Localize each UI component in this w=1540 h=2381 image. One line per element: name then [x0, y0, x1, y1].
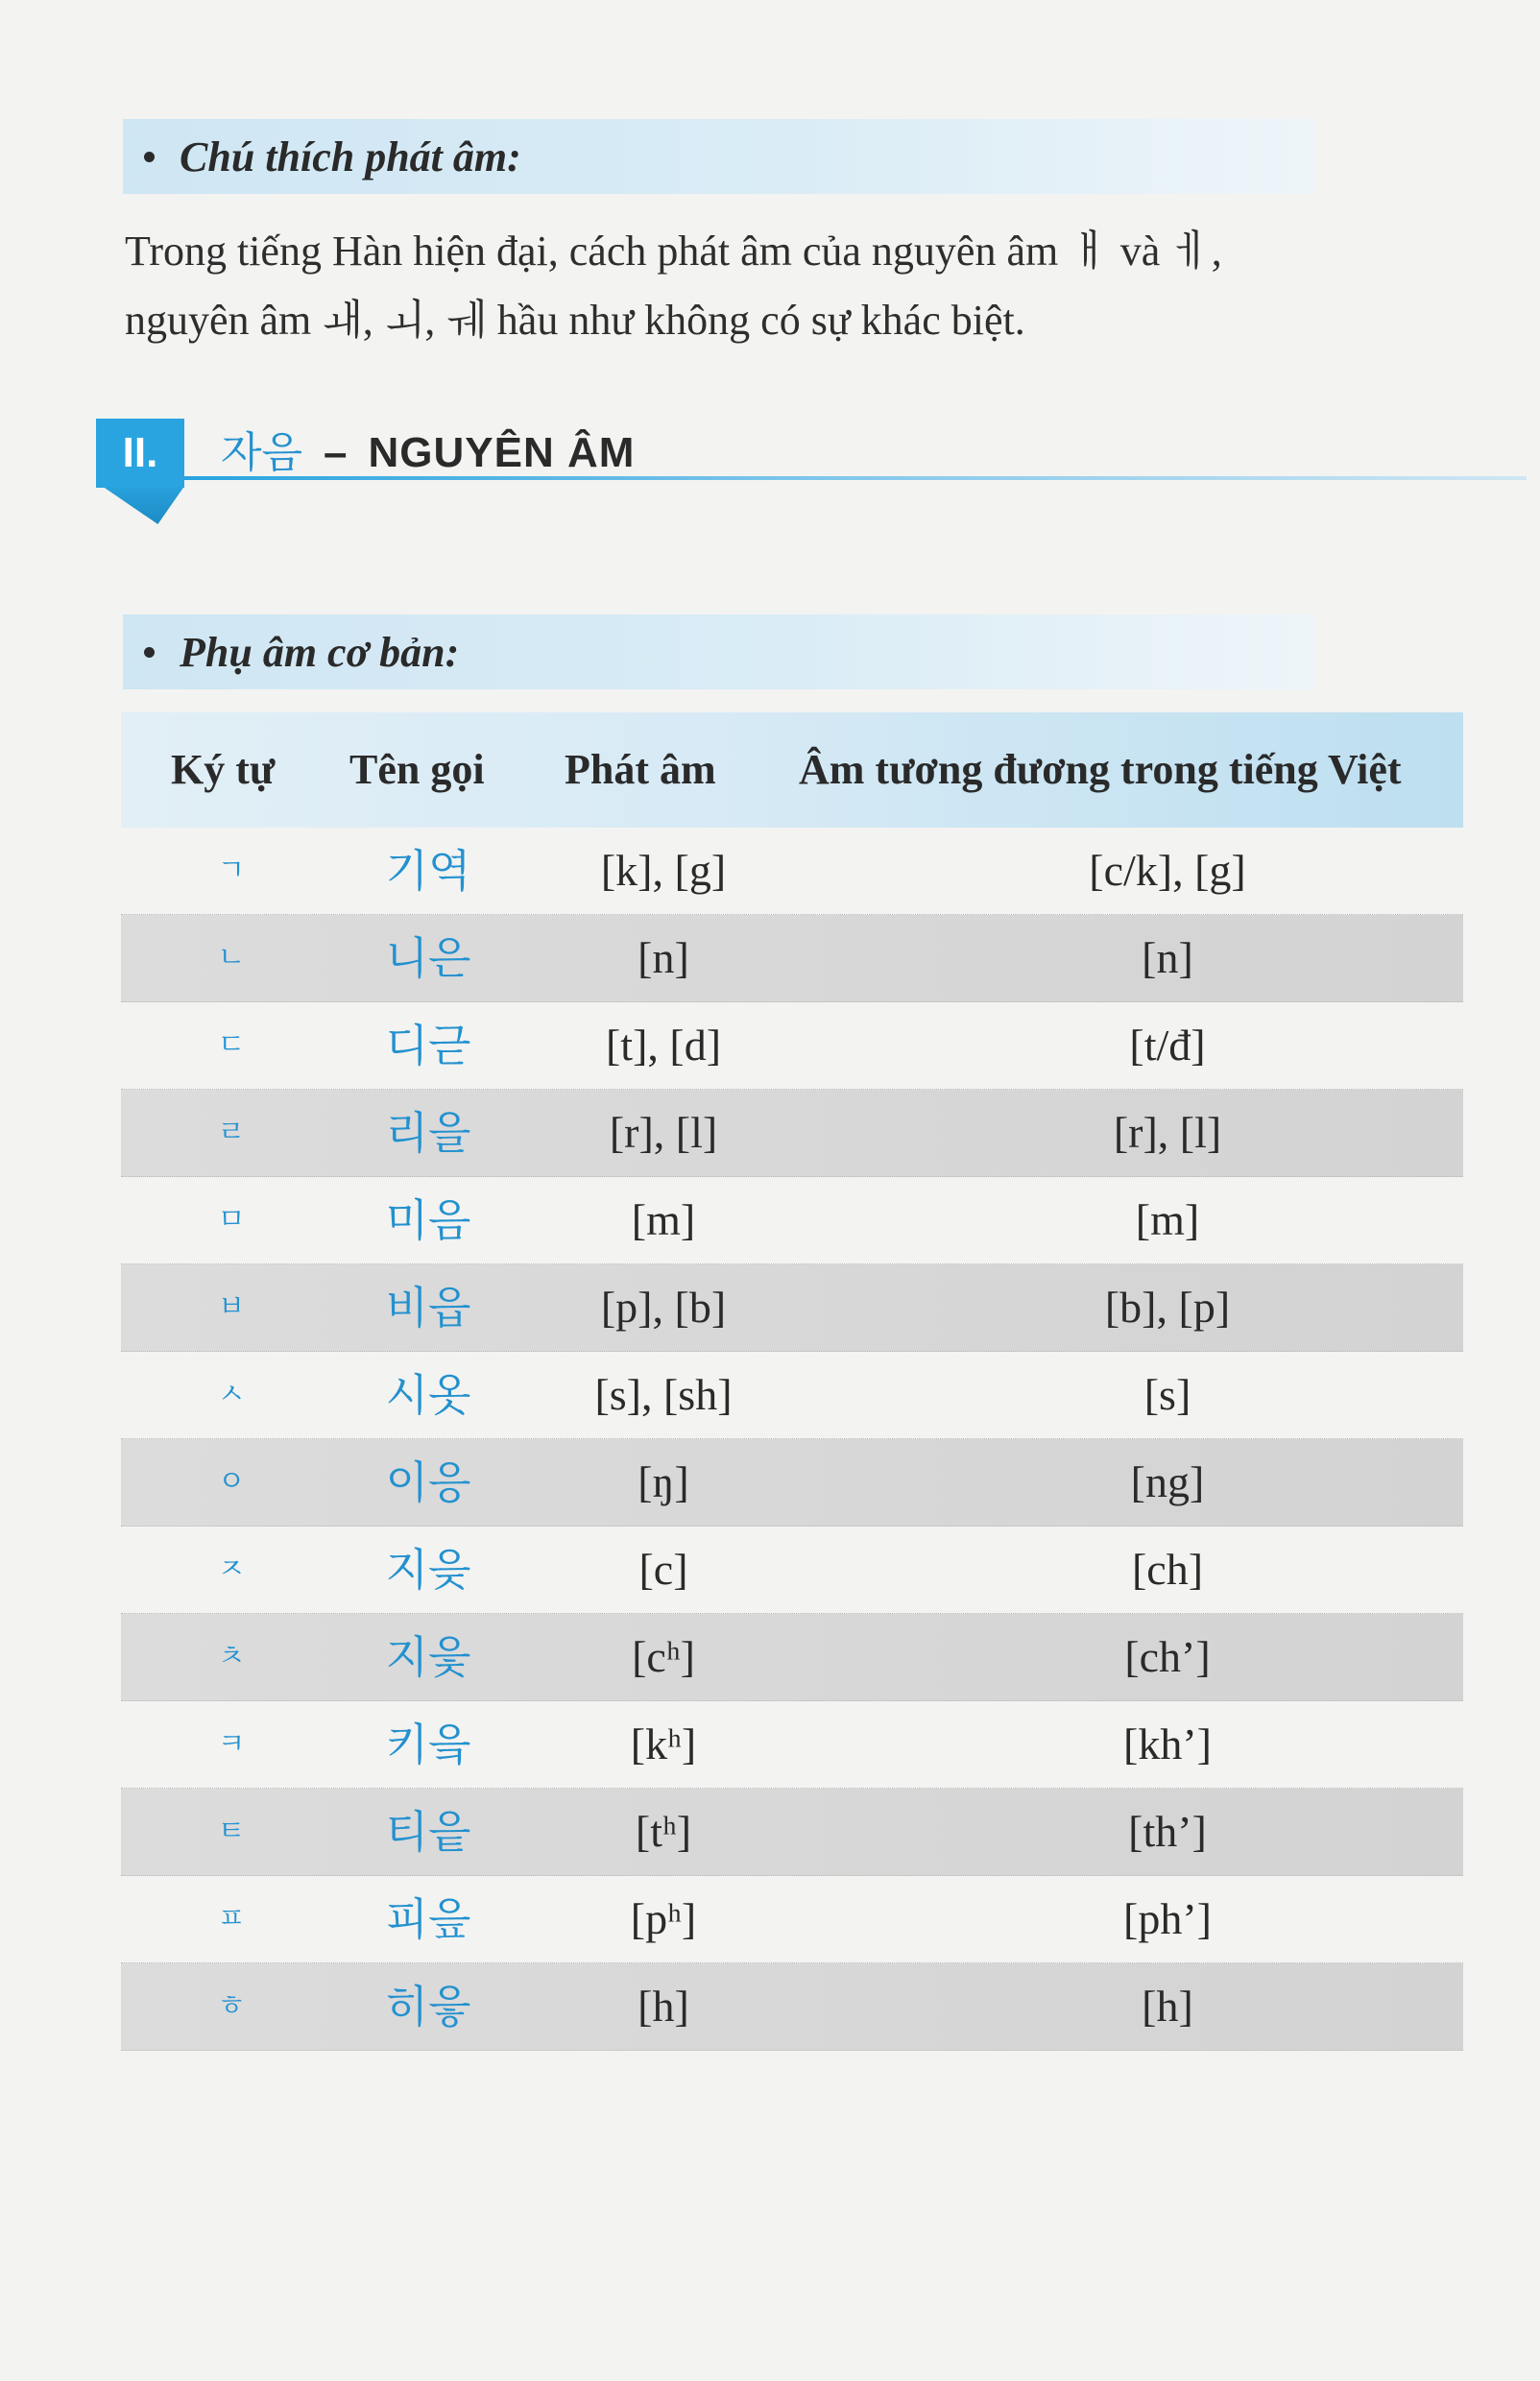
cell-vietnamese: [t/đ] — [1129, 1021, 1206, 1070]
cell-pronunciation: [r], [l] — [609, 1108, 718, 1157]
cell-character: ㅇ — [217, 1465, 246, 1499]
note-line: nguyên âm ㅙ, ㅚ, ㅞ hầu như không có sự khác biệt. — [125, 297, 1025, 344]
section-title-dash: – — [324, 429, 348, 476]
cell-character: ㅈ — [217, 1552, 246, 1586]
table-row — [121, 1789, 1463, 1876]
consonant-heading: Phụ âm cơ bản: — [180, 628, 460, 676]
table-row — [121, 828, 1463, 915]
cell-vietnamese: [ch’] — [1124, 1632, 1211, 1681]
cell-name: 기역 — [385, 845, 471, 897]
cell-character: ㄴ — [217, 941, 246, 974]
cell-character: ㄹ — [217, 1116, 246, 1149]
cell-character: ㄷ — [217, 1028, 246, 1062]
section-title-vietnamese: NGUYÊN ÂM — [368, 429, 636, 476]
cell-name: 리을 — [385, 1107, 471, 1159]
cell-vietnamese: [ng] — [1130, 1457, 1205, 1506]
table-row — [121, 1177, 1463, 1264]
consonant-table — [121, 712, 1463, 2051]
table-row — [121, 1264, 1463, 1352]
cell-vietnamese: [h] — [1142, 1982, 1193, 2031]
consonant-heading-bar — [123, 614, 1313, 689]
cell-character: ㅎ — [217, 1989, 246, 2023]
cell-pronunciation: [n] — [638, 933, 689, 982]
cell-pronunciation: [s], [sh] — [594, 1370, 733, 1419]
cell-pronunciation: [c] — [638, 1545, 688, 1594]
bullet-icon — [144, 152, 155, 162]
cell-pronunciation: [tʰ] — [635, 1807, 692, 1856]
cell-pronunciation: [p], [b] — [600, 1283, 727, 1332]
section-heading — [96, 419, 1527, 524]
table-row — [121, 1002, 1463, 1090]
table-body — [121, 828, 1463, 2051]
section-title — [221, 419, 635, 488]
cell-vietnamese: [ch] — [1131, 1545, 1204, 1594]
cell-name: 시옷 — [385, 1369, 471, 1421]
cell-name: 디귿 — [385, 1020, 471, 1071]
cell-vietnamese: [s] — [1143, 1370, 1191, 1419]
cell-pronunciation: [ŋ] — [638, 1457, 689, 1506]
cell-pronunciation: [k], [g] — [600, 846, 727, 895]
cell-character: ㅋ — [217, 1727, 246, 1761]
note-paragraph — [125, 217, 1431, 355]
cell-character: ㅊ — [217, 1640, 246, 1673]
table-row — [121, 1701, 1463, 1789]
cell-vietnamese: [b], [p] — [1104, 1283, 1231, 1332]
cell-character: ㄱ — [217, 854, 246, 887]
section-number: II. — [96, 419, 184, 488]
header-pronunciation: Phát âm — [565, 746, 716, 793]
cell-name: 티읕 — [385, 1806, 471, 1858]
cell-pronunciation: [m] — [631, 1195, 696, 1244]
table-row — [121, 1527, 1463, 1614]
table-row — [121, 1614, 1463, 1701]
table-row — [121, 915, 1463, 1002]
cell-vietnamese: [th’] — [1128, 1807, 1207, 1856]
cell-name: 지읒 — [385, 1544, 471, 1596]
header-vietnamese-equivalent: Âm tương đương trong tiếng Việt — [799, 746, 1402, 793]
cell-vietnamese: [n] — [1142, 933, 1193, 982]
cell-name: 비읍 — [385, 1282, 471, 1334]
note-line: Trong tiếng Hàn hiện đại, cách phát âm của nguyên âm ㅐ và ㅔ, — [125, 228, 1222, 275]
table-row — [121, 1439, 1463, 1527]
cell-name: 이응 — [385, 1456, 471, 1508]
cell-vietnamese: [c/k], [g] — [1089, 846, 1246, 895]
cell-pronunciation: [kʰ] — [630, 1720, 697, 1768]
note-heading: Chú thích phát âm: — [180, 132, 521, 180]
cell-character: ㅅ — [217, 1378, 246, 1411]
table-row — [121, 1352, 1463, 1439]
table-row — [121, 1090, 1463, 1177]
header-character: Ký tự — [171, 746, 276, 793]
cell-character: ㅂ — [217, 1290, 246, 1324]
cell-name: 피읖 — [385, 1893, 471, 1945]
cell-character: ㅍ — [217, 1902, 246, 1936]
cell-vietnamese: [kh’] — [1123, 1720, 1212, 1768]
table-header — [121, 712, 1463, 828]
cell-vietnamese: [m] — [1135, 1195, 1200, 1244]
cell-name: 미음 — [385, 1194, 471, 1246]
cell-vietnamese: [r], [l] — [1113, 1108, 1222, 1157]
cell-pronunciation: [cʰ] — [632, 1632, 695, 1681]
table-row — [121, 1876, 1463, 1963]
cell-character: ㅌ — [217, 1815, 246, 1848]
note-heading-bar — [123, 119, 1313, 194]
cell-pronunciation: [h] — [638, 1982, 689, 2031]
bullet-icon — [144, 647, 155, 658]
cell-pronunciation: [pʰ] — [630, 1894, 697, 1943]
section-title-korean: 자음 — [221, 429, 303, 476]
section-badge-tail — [96, 482, 184, 524]
cell-name: 지읓 — [385, 1631, 471, 1683]
cell-pronunciation: [t], [d] — [605, 1021, 722, 1070]
cell-name: 히읗 — [385, 1981, 471, 2032]
cell-vietnamese: [ph’] — [1123, 1894, 1212, 1943]
table-row — [121, 1963, 1463, 2051]
cell-name: 니은 — [385, 932, 471, 984]
cell-name: 키읔 — [385, 1719, 471, 1770]
cell-character: ㅁ — [217, 1203, 246, 1237]
header-name: Tên gọi — [349, 746, 485, 793]
